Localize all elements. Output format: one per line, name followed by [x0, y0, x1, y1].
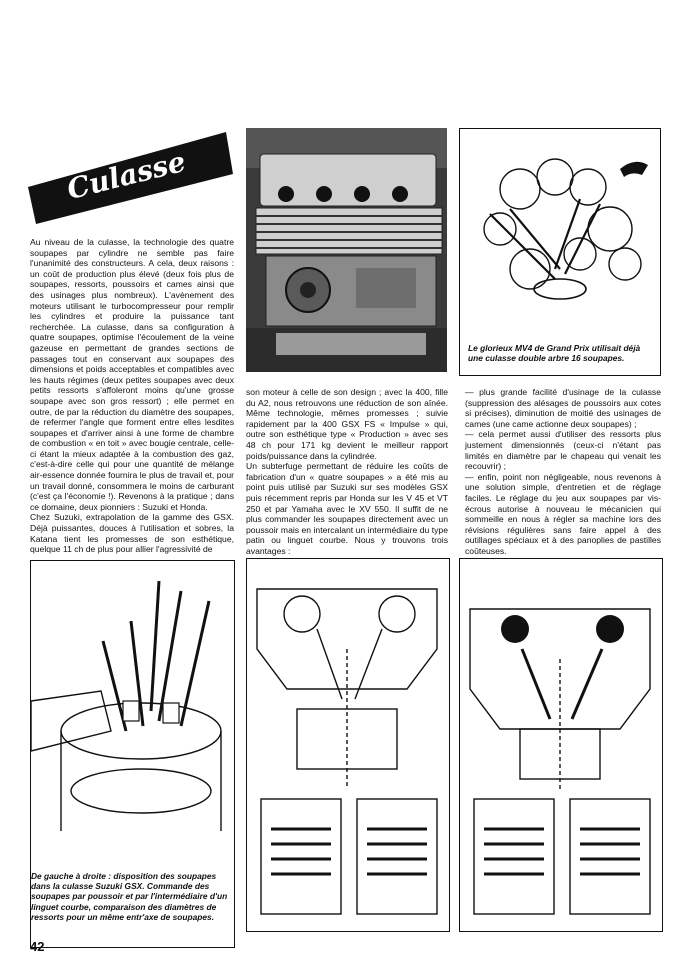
pushrod-cross-section: [247, 559, 449, 931]
right-paragraph: — plus grande facilité d'usinage de la culasse (suppression des alésages de poussoirs aux cotes si précises), diminution de moitié des usinages de cames (une came actionne deux soupapes) ;: [465, 387, 661, 429]
middle-paragraph: Un subterfuge permettant de réduire les coûts de fabrication d'un « quatre soupapes » a été mis au point puis utilisé par Suzuki sur ses modèles GSX puis récemment repris par Honda sur les V 45 et VT 250 et par Yamaha avec le XV 550. Il suffit de ne plus commander les soupapes directement avec un poussoir mais en intercalant un intermédiaire du type patin ou linguet courbe. Nous y trouvons trois avantages :: [246, 461, 448, 556]
valve-arrangement-illustration: [31, 561, 234, 861]
pushrod-figure: [246, 558, 450, 932]
mv4-figure: [459, 128, 661, 376]
valve-train-illustration: [460, 129, 660, 319]
left-column: [30, 237, 234, 555]
bottom-caption: De gauche à droite : disposition des soupapes dans la culasse Suzuki GSX. Commande des soupapes par poussoir et par l'intermédiaire d'un linguet courbe, comparaison des diamètres de ressorts pour un même entr'axe de soupapes.: [31, 871, 228, 922]
valve-arrangement-figure: [30, 560, 235, 948]
right-paragraph: — cela permet aussi d'utiliser des ressorts plus justement dimensionnés (ceux-ci n'étant pas limités en diamètre par le chapeau qui venait les recouvrir) ;: [465, 429, 661, 472]
right-column: [465, 387, 661, 557]
right-paragraph: — enfin, point non négligeable, nous revenons à une solution simple, d'entretien et de réglage faciles. Le réglage du jeu aux soupapes par vis-écrous autorise à nouveau le mécanicien qui sommeille en nous à régler sa machine lors des révisions régulières sans faire appel à des outillages spéciaux et à des panoplies de pastilles coûteuses.: [465, 471, 661, 556]
rocker-figure: [459, 558, 663, 932]
middle-column: [246, 387, 448, 557]
page-number: 42: [30, 939, 45, 954]
left-paragraph: Au niveau de la culasse, la technologie des quatre soupapes par cylindre ne semble pas faire l'unanimité des constructeurs. A cela, deux raisons : un coût de production plus élevé (deux fois plus de soupapes, ressorts, poussoirs et cames ainsi que des usinages plus nombreux). L'avènement des moteurs utilisant le turbocompresseur pour remplir les cylindres et produire la puissance tant recherchée. La culasse, dans sa configuration à quatre soupapes, optimise l'écoulement de la veine gazeuse en permettant de grandes sections de passages tout en conservant aux soupapes des dimensions et poids acceptables et compatibles avec les hauts régimes (deux petites soupapes avec deux petits ressorts s'affoleront moins qu'une grosse soupape avec son gros ressort) ; elle permet en outre, de par la réduction du diamètre des soupapes, de refermer l'angle que forment entre elles lesdites soupapes et d'arriver ainsi à une forme de chambre de combustion « en toit » avec bougie centrale, celle-ci étant la mieux adaptée à la combustion des gaz, c'est-à-dire celle qui pour une quantité de mélange air-essence donnée fournira le plus de travail et, pour un travail donné, consommera le moins de carburant (c'est ça l'économie !). Revenons à la pratique ; dans ce domaine, deux pionniers : Suzuki et Honda.: [30, 237, 234, 512]
article-title: Culasse: [63, 144, 189, 207]
engine-photo: [246, 128, 447, 372]
left-paragraph: Chez Suzuki, extrapolation de la gamme des GSX. Déjà puissantes, douces à l'utilisation et sobres, la Katana tient les promesses de son esthétique, quelque 11 ch de plus pour allier l'agressivité de: [30, 512, 234, 555]
mv4-caption: Le glorieux MV4 de Grand Prix utilisait déjà une culasse double arbre 16 soupapes.: [468, 343, 641, 364]
rocker-cross-section: [460, 559, 662, 931]
middle-paragraph: son moteur à celle de son design ; avec la 400, fille du A2, nous retrouvons une réduction de son aînée. Même technologie, mêmes promesses ; suivie rapidement par la 400 GSX FS « Impulse » qui, outre son esthétique type « Production » avec ses 48 ch pour 171 kg devient le meilleur rapport poids/puissance dans la cylindrée.: [246, 387, 448, 461]
